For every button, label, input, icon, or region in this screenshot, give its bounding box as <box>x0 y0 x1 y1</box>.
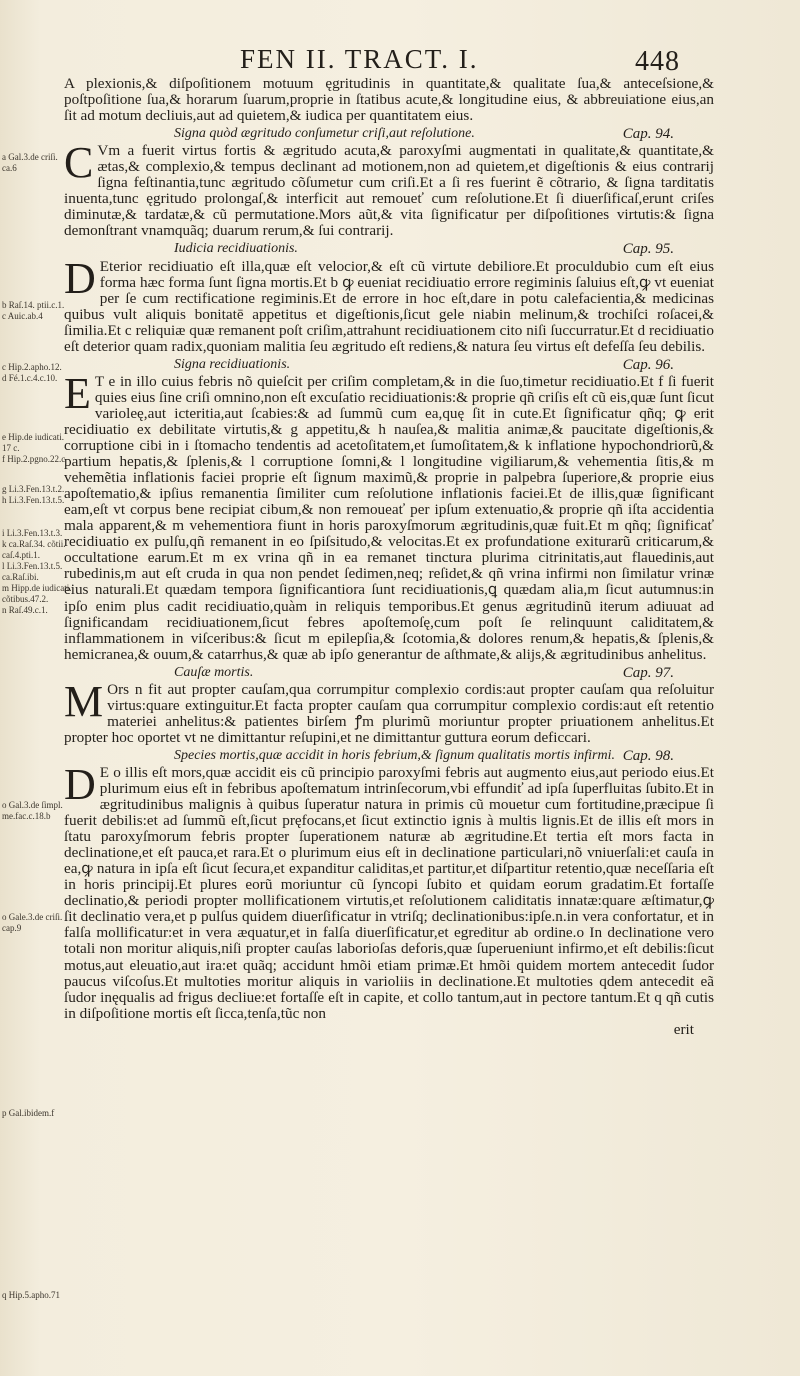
margin-note-line: k ca.Raſ.34. cõtii. <box>2 539 66 549</box>
section-body-text: T e in illo cuius febris nõ quieſcit per criſim completam,& in die ſuo,timetur recidiuatio.Et f ſi fuerit quies eius ſine criſi omnino,non eſt excuſatio recidiuationis:& proprie qñ criſis eſt cũ eis,quæ ſunt ſicut varioleę,aut icteritia,aut ſcabies:& ad ſummũ cum ea,quę ſit in cute.Et ſignificatur qñq; ꝙ erit recidiuatio ex debilitate virtutis,& g appetitu,& h nauſea,& malitia animæ,& paucitate digeſtionis,& corruptione cibi in i ſtomacho tendentis ad acetoſitatem,et ſumoſitatem,& k inflatione hypochondriorũ,& partium hepatis,& ſplenis,& l corruptione ſomni,& l longitudine vigiliarum,& vehementia ſitis,& m vehemẽtia inflationis faciei proprie eſt ſignum maximũ,& proprie in palpebra ſuperiore,& proprie eius apoſtematio,& ipſius remanentia ſimiliter cum reſolutione inflationis faciei.Et de illis,quæ ſignificant eam,eſt vt corpus bene recipiat cibum,& non remoueať per ipſum extenuatio,& proprie qñ iſta accidentia mala apparent,& m vehementiora fiunt in horis paroxyſmorum ægritudinis,quæ fuit.Et m qñq; ſignificať recidiuatio ex pulſu,qñ remanent in eo ſpiſsitudo,& velocitas.Et ex profundatione exiturarũ criticarum,& occultatione earum.Et m ex vrina qñ in ea remanet tinctura plurima citrinitatis,aut flauedinis,aut rubedinis,m aut eſt cruda in qua non pendet ſedimen,neq; reſidet,& qñ vrina infirmi non ſimilatur vrinæ eius naturali.Et quædam tempora ſignificantiora ſunt recidiuationis,ꝗ quædam alia,m ſicut autumnus:in ipſo enim plus cadit recidiuatio,quàm in reliquis temporibus.Et genus ægritudinũ iterum adiuuat ad ſignificandam recidiuationem,ſicut febres apoſtemoſę,cum poſt ſe relinquunt caliditatem,& inflammationem in viſceribus:& ſicut m epilepſia,& ſcotomia,& dolores renum,& hepatis,& ſplenis,& hemicranea,& ouum,& catarrhus,& quæ ab ipſo generantur de aſthmate,& alijs,& ægritudinibus anhelitus. <box>64 372 714 663</box>
drop-initial: E <box>64 368 91 418</box>
margin-note <box>2 432 66 465</box>
margin-note-line: h Li.3.Fen.13.t.5. <box>2 495 65 505</box>
running-head <box>240 40 680 80</box>
chapter-number: Cap. 95. <box>622 241 674 258</box>
margin-note-line: q Hip.5.apho.71 <box>2 1290 60 1300</box>
margin-note-line: n Raſ.49.c.1. <box>2 605 48 615</box>
margin-note-line: a Gal.3.de criſi. <box>2 152 58 162</box>
margin-note-line: g Li.3.Fen.13.t.2. <box>2 484 65 494</box>
margin-note-line: ca.6 <box>2 163 17 173</box>
section-body <box>64 253 714 355</box>
margin-note-line: me.fac.c.18.b <box>2 811 51 821</box>
section-body <box>64 676 714 746</box>
margin-note-line: p Gal.ibidem.f <box>2 1108 55 1118</box>
margin-note-line: ca.Raſ.ibi. <box>2 572 39 582</box>
margin-note-line: e Hip.de iudicati. <box>2 432 64 442</box>
section-cap-96 <box>64 357 714 663</box>
margin-note-line: b Raſ.14. ptii.c.1. <box>2 300 65 310</box>
drop-initial: D <box>64 253 96 303</box>
margin-note-line: o Gale.3.de criſi. <box>2 912 63 922</box>
section-body-text: Vm a fuerit virtus fortis & ægritudo acuta,& paroxyſmi augmentati in qualitate,& quantitate,& ætas,& complexio,& tempus declinant ad motionem,non ad quietem,et digeſtionis & eius contrarij ſigna feſtinantia,tunc ægritudo cõſumetur cum criſi.Et a ſi res fuerint ẽ cõtrario, & ſigna tarditatis inuenta,tunc ęgritudo prolongaſ,& interficit aut remoueť cum reſolutione.Et ſi diuerſificaſ,erunt criſes diminutæ,& tardatæ,& cũ permutatione.Mors aũt,& vita ſignificatur per diſpoſitiones virtutis:& ſigna demonſtrant vnamquãq; duarum rerum,& ſui contrarij. <box>64 142 714 240</box>
margin-note <box>2 528 72 616</box>
folio-number: 448 <box>635 46 680 77</box>
chapter-number: Cap. 96. <box>622 356 674 373</box>
section-cap-95 <box>64 241 714 354</box>
chapter-number: Cap. 98. <box>622 747 674 764</box>
margin-note-line: cap.9 <box>2 923 22 933</box>
running-title: FEN II. TRACT. I. <box>240 44 479 74</box>
section-heading-text: Cauſæ mortis. <box>174 664 254 680</box>
margin-note-line: m Hipp.de iudicati. <box>2 583 72 593</box>
chapter-number: Cap. 97. <box>622 664 674 681</box>
section-heading-text: Species mortis,quæ accidit in horis febrium,& ſignum qualitatis mortis infirmi. <box>174 747 616 763</box>
margin-note <box>2 1290 60 1301</box>
margin-note-line: l Li.3.Fen.13.t.5. <box>2 561 63 571</box>
margin-note-line: d Fé.1.c.4.c.10. <box>2 373 58 383</box>
margin-note <box>2 362 60 384</box>
section-heading <box>64 665 714 681</box>
margin-note <box>2 300 65 322</box>
margin-note <box>2 1108 60 1119</box>
section-cap-94 <box>64 126 714 239</box>
margin-note-line: f Hip.2.pgno.22.c <box>2 454 66 464</box>
margin-note-line: c Hip.2.apho.12. <box>2 362 62 372</box>
section-heading-text: Signa quòd ægritudo conſumetur criſi,aut reſolutione. <box>174 126 475 142</box>
margin-note-line: caſ.4.pti.1. <box>2 550 40 560</box>
margin-note-line: cõtibus.47.2. <box>2 594 49 604</box>
section-body-text: Eterior recidiuatio eſt illa,quæ eſt velocior,& eſt cũ virtute debiliore.Et proculdubio cum eſt eius forma hæc forma ſunt ſigna mortis.Et b ꝙ eueniat recidiuatio errore regiminis ſaluius eſt,ꝙ vt eueniat per ſe cum rectificatione regiminis.Et de errore in hoc eſt,dare in potu calefacientia,& medicinas quibus vult aliquis bonitatē appetitus et digeſtionis,ſicut gele niabin melinum,& trochiſci roſacei,& ſimilia.Et c reliquiæ quæ remanent poſt criſim,attrahunt recidiuationem cito niſi ſuccurratur.Et d recidiuatio eſt deterior quam radix,quoniam malitia ſeu ægritudo eſt rediens,& natura ſeu virtus eſt defeſſa ſeu debilis. <box>64 257 714 355</box>
section-cap-98 <box>64 748 714 1022</box>
section-heading <box>64 357 714 373</box>
section-heading <box>64 748 714 764</box>
section-body-text: Ors n fit aut propter cauſam,qua corrumpitur complexio cordis:aut propter cauſam qua reſoluitur virtus:quare extinguitur.Et facta propter cauſam qua corrumpitur complexio cordis:aut eſt retentio materiei anhelitus:& patientes birſem ꝭm plurimũ moriuntur propter priuationem anhelitus.Et propter hoc oportet vt ne dimittantur reſupini,et ne dimittantur guttura eorum deficcari. <box>64 680 714 746</box>
margin-note <box>2 152 60 174</box>
section-heading <box>64 126 714 142</box>
section-body-text: E o illis eſt mors,quæ accidit eis cũ principio paroxyſmi febris aut augmento eius,aut periodo eius.Et plurimum eius eſt in febribus apoſtematum intrinſecorum,vbi effundiť ad ipſa ſuperfluitas ſubito.Et in ægritudinibus malignis à quibus ſuperatur natura in primis cũ mouetur cum fortitudine,præcipue ſi fuerit debilis:et ad ſummũ eſt,ſicut pręfocans,et ſicut extinctio ignis à multis lignis.Et de illis eſt mors in ſtatu paroxyſmorum febris propter ſuperationem naturæ ab ægritudine.Et tertia eſt mors facta in declinatione,et eſt pauca,et rara.Et o plurimum eius eſt in declinatione particulari,nõ vniuerſali:et cauſa in ea,ꝙ natura in ipſa eſt ſicut ſecura,et expanditur caliditas,et partitur,et diſpartitur retentio,quæ neceſſaria eſt in horis principij.Et plures eorũ moriuntur cũ ſyncopi ſubito et quidam eorum gradatim.Et fortaſſe declinatio,& periodi propter mollificationem virtutis,et reſolutionem caliditatis innatæ:quare æſtimatur,ꝙ ſit declinatio vera,et p pulſus quidem diuerſificatur in vtriſq; declinationibus:ipſe.n.in vera confortatur, et in falſa mollificatur:et in vera æquatur,et in falſa diuerſificatur,et egreditur ab ordine.o In declinatione vero totali non moritur aliquis,niſi propter cauſas laborioſas deforis,quæ ſuperueniunt infirmo,et eſt debilis:ſicut motus,aut eleuatio,aut ira:et quãq; accidunt hmõi etiam primæ.Et hmõi quidem mortem antecedit ſudor paucus viſcoſus.Et multoties moritur aliquis in varioliis in declinatione.Et multoties qdem antecedit eã ſudor inęqualis ad frigus decliue:et fortaſſe eſt in capite, et collo tantum,aut in pectore tantum.Et q qñ cutis in diſpoſitione mortis eſt ſicca,tenſa,tũc non <box>64 763 714 1022</box>
section-body <box>64 138 714 240</box>
drop-initial: M <box>64 676 104 726</box>
section-body <box>64 368 714 663</box>
section-cap-97 <box>64 665 714 746</box>
margin-note <box>2 484 65 506</box>
chapter-number: Cap. 94. <box>622 126 674 143</box>
margin-note-line: c Auic.ab.4 <box>2 311 43 321</box>
section-heading-text: Iudicia recidiuationis. <box>174 241 298 257</box>
drop-initial: C <box>64 138 94 188</box>
margin-note <box>2 800 63 822</box>
section-body <box>64 759 714 1022</box>
drop-initial: D <box>64 759 96 809</box>
margin-note <box>2 912 63 934</box>
section-heading <box>64 241 714 257</box>
margin-note-line: i Li.3.Fen.13.t.3. <box>2 528 63 538</box>
margin-note-line: 17 c. <box>2 443 20 453</box>
main-text-column <box>64 76 714 1038</box>
section-heading-text: Signa recidiuationis. <box>174 356 291 372</box>
margin-note-line: o Gal.3.de ſimpl. <box>2 800 63 810</box>
catchword: erit <box>673 1020 694 1038</box>
opening-paragraph: A plexionis,& diſpoſitionem motuum ęgritudinis in quantitate,& qualitate ſua,& anteceſsione,& poſtpoſitione ſua,& horarum ſuarum,proprie in ſtatibus acute,& longitudine eius, & abbreuiatione eius,an ſit ad motum decliuis,aut ad quietem,& iudica per quantitatem eius. <box>64 75 714 125</box>
